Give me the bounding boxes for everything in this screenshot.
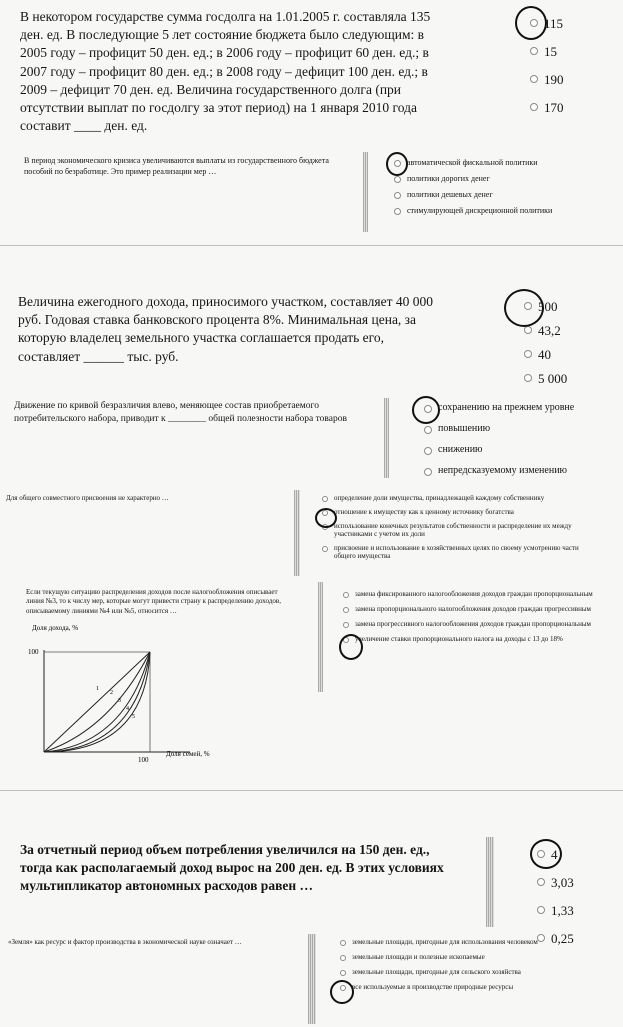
answer-option[interactable]	[340, 938, 610, 946]
radio-button[interactable]	[424, 468, 432, 476]
answer-option[interactable]	[322, 494, 582, 502]
question-text: Если текущую ситуацию распределения доходов после налогообложения описывает линия №3, то к числу мер, которые могут привести страну к распределению доходов, описываемому линиями №4 или №5, относится …	[26, 588, 281, 615]
scroll-strip	[363, 152, 368, 232]
answer-label: стимулирующей дискреционной политики	[407, 206, 553, 215]
answer-option[interactable]	[340, 983, 610, 991]
answer-option[interactable]	[524, 323, 567, 339]
curve-label-3: 3	[118, 698, 121, 704]
answer-label: 170	[544, 100, 564, 115]
answer-option[interactable]	[343, 620, 613, 628]
answer-options	[322, 494, 582, 560]
scroll-strip	[486, 837, 494, 927]
question-block-6	[0, 580, 623, 780]
answer-option[interactable]	[394, 174, 552, 183]
radio-button[interactable]	[394, 192, 401, 199]
radio-button[interactable]	[537, 850, 545, 858]
chart-x-tick: 100	[138, 756, 149, 764]
answer-label: 500	[538, 299, 558, 314]
radio-button[interactable]	[524, 350, 532, 358]
answer-option[interactable]	[424, 423, 574, 434]
curve-label-4: 4	[126, 706, 129, 712]
answer-label: земельные площади, пригодные для сельского хозяйства	[352, 968, 521, 976]
radio-button[interactable]	[524, 326, 532, 334]
answer-options	[343, 590, 613, 643]
answer-label: 1,33	[551, 903, 574, 918]
answer-label: политики дорогих денег	[407, 174, 490, 183]
answer-label: увеличение ставки пропорционального налога на доходы с 13 до 18%	[355, 635, 563, 643]
radio-button[interactable]	[394, 160, 401, 167]
answer-label: земельные площади, пригодные для использования человеком	[352, 938, 538, 946]
radio-button[interactable]	[343, 592, 349, 598]
answer-option[interactable]	[424, 402, 574, 413]
radio-button[interactable]	[340, 955, 346, 961]
radio-button[interactable]	[340, 985, 346, 991]
answer-label: присвоение и использование в хозяйственных целях по своему усмотрению части общего имущества	[334, 544, 579, 560]
radio-button[interactable]	[524, 374, 532, 382]
question-text: Для общего совместного присвоения не характерно …	[6, 494, 169, 502]
radio-button[interactable]	[340, 940, 346, 946]
chart-y-tick: 100	[28, 648, 39, 656]
answer-option[interactable]	[322, 544, 582, 560]
answer-option[interactable]	[394, 206, 552, 215]
answer-label: замена пропорционального налогообложения доходов граждан прогрессивным	[355, 605, 591, 613]
radio-button[interactable]	[322, 524, 328, 530]
answer-label: замена фиксированного налогообложения доходов граждан пропорциональным	[355, 590, 593, 598]
answer-option[interactable]	[343, 635, 613, 643]
page-divider	[0, 245, 623, 246]
radio-button[interactable]	[530, 19, 538, 27]
radio-button[interactable]	[424, 447, 432, 455]
question-block-2	[0, 150, 623, 240]
question-block-4	[0, 396, 623, 486]
scroll-strip	[318, 582, 323, 692]
radio-button[interactable]	[524, 302, 532, 310]
page-divider	[0, 790, 623, 791]
radio-button[interactable]	[322, 510, 328, 516]
radio-button[interactable]	[394, 208, 401, 215]
chart-xlabel: Доля семей, %	[166, 750, 210, 758]
question-block-5	[0, 490, 623, 578]
question-text: За отчетный период объем потребления увеличился на 150 ден. ед., тогда как располагаемый доход вырос на 200 ден. ед. В этих условиях мультипликатор автономных расходов равен …	[20, 842, 444, 894]
radio-button[interactable]	[424, 405, 432, 413]
answer-options	[424, 402, 574, 476]
lorenz-chart	[0, 620, 220, 770]
radio-button[interactable]	[340, 970, 346, 976]
answer-option[interactable]	[537, 903, 574, 919]
answer-options	[394, 158, 552, 215]
question-text: Величина ежегодного дохода, приносимого участком, составляет 40 000 руб. Годовая ставка банковского процента 8%. Минимальная цена, за которую владелец земельного участка соглашается продать его, составляет ______ тыс. руб.	[18, 294, 434, 364]
answer-label: автоматической фискальной политики	[407, 158, 538, 167]
answer-option[interactable]	[424, 465, 574, 476]
answer-label: снижению	[438, 444, 483, 455]
answer-label: сохранению на прежнем уровне	[438, 402, 575, 413]
answer-label: 40	[538, 347, 551, 362]
answer-label: отношение к имуществу как к ценному источнику богатства	[334, 508, 514, 516]
scroll-strip	[294, 490, 300, 576]
answer-option[interactable]	[524, 347, 567, 363]
scroll-strip	[308, 934, 316, 1024]
radio-button[interactable]	[537, 906, 545, 914]
question-block-3	[0, 285, 623, 385]
answer-option[interactable]	[394, 158, 552, 167]
radio-button[interactable]	[530, 47, 538, 55]
answer-options	[340, 938, 610, 991]
answer-option[interactable]	[524, 371, 567, 387]
answer-option[interactable]	[530, 16, 564, 32]
answer-option[interactable]	[340, 953, 610, 961]
radio-button[interactable]	[343, 607, 349, 613]
question-text: В некотором государстве сумма госдолга на 1.01.2005 г. составляла 135 ден. ед. В последующие 5 лет состояние бюджета было следующим: в 2005 году – профицит 50 ден. ед.; в 2006 году – профицит 60 ден. ед.; в 2007 году – профицит 80 ден. ед.; в 2008 году – дефицит 100 ден. ед.; в 2009 – дефицит 70 ден. ед. Величина государственного долга (при отсутствии выплат по госдолгу за этот период) на 1 января 2010 года составит ____ ден. ед.	[20, 9, 431, 134]
answer-option[interactable]	[524, 299, 567, 315]
answer-option[interactable]	[537, 847, 574, 863]
answer-option[interactable]	[530, 44, 564, 60]
radio-button[interactable]	[537, 878, 545, 886]
radio-button[interactable]	[343, 622, 349, 628]
radio-button[interactable]	[394, 176, 401, 183]
answer-option[interactable]	[530, 100, 564, 116]
answer-label: земельные площади и полезные ископаемые	[352, 953, 485, 961]
answer-label: 4	[551, 847, 558, 862]
answer-label: 15	[544, 44, 557, 59]
radio-button[interactable]	[322, 496, 328, 502]
radio-button[interactable]	[322, 546, 328, 552]
answer-label: 0,25	[551, 931, 574, 946]
answer-label: политики дешевых денег	[407, 190, 493, 199]
answer-label: все используемые в производстве природные ресурсы	[352, 983, 514, 991]
answer-label: 43,2	[538, 323, 561, 338]
curve-label-1: 1	[96, 686, 99, 692]
question-text: Движение по кривой безразличия влево, меняющее состав приобретаемого потребительского набора, приводит к ________ общей полезности набора товаров	[14, 401, 347, 424]
answer-options	[524, 299, 567, 387]
answer-options	[530, 16, 564, 116]
radio-button[interactable]	[424, 426, 432, 434]
answer-option[interactable]	[394, 190, 552, 199]
radio-button[interactable]	[343, 637, 349, 643]
question-text: «Земля» как ресурс и фактор производства в экономической науке означает …	[8, 938, 242, 946]
answer-label: 3,03	[551, 875, 574, 890]
answer-label: определение доли имущества, принадлежащей каждому собственнику	[334, 494, 545, 502]
answer-option[interactable]	[530, 72, 564, 88]
answer-label: 190	[544, 72, 564, 87]
answer-option[interactable]	[343, 590, 613, 598]
question-text: В период экономического кризиса увеличиваются выплаты из государственного бюджета пособий по безработице. Это пример реализации мер …	[24, 156, 329, 176]
answer-label: 5 000	[538, 371, 568, 386]
answer-label: 115	[544, 16, 564, 31]
answer-label: непредсказуемому изменению	[438, 465, 568, 476]
answer-option[interactable]	[340, 968, 610, 976]
question-block-1	[0, 0, 623, 150]
radio-button[interactable]	[530, 103, 538, 111]
scroll-strip	[384, 398, 389, 478]
answer-label: использование конечных результатов собственности и распределение их между участниками с учетом их доли	[334, 522, 572, 538]
answer-option[interactable]	[537, 875, 574, 891]
answer-option[interactable]	[322, 508, 582, 516]
curve-label-2: 2	[110, 690, 113, 696]
answer-label: повышению	[438, 423, 491, 434]
answer-option[interactable]	[322, 522, 582, 538]
answer-option[interactable]	[343, 605, 613, 613]
radio-button[interactable]	[530, 75, 538, 83]
curve-label-5: 5	[132, 714, 135, 720]
answer-label: замена прогрессивного налогообложения доходов граждан пропорциональным	[355, 620, 591, 628]
chart-ylabel: Доля дохода, %	[32, 624, 79, 632]
answer-option[interactable]	[424, 444, 574, 455]
question-block-8	[0, 932, 623, 1027]
